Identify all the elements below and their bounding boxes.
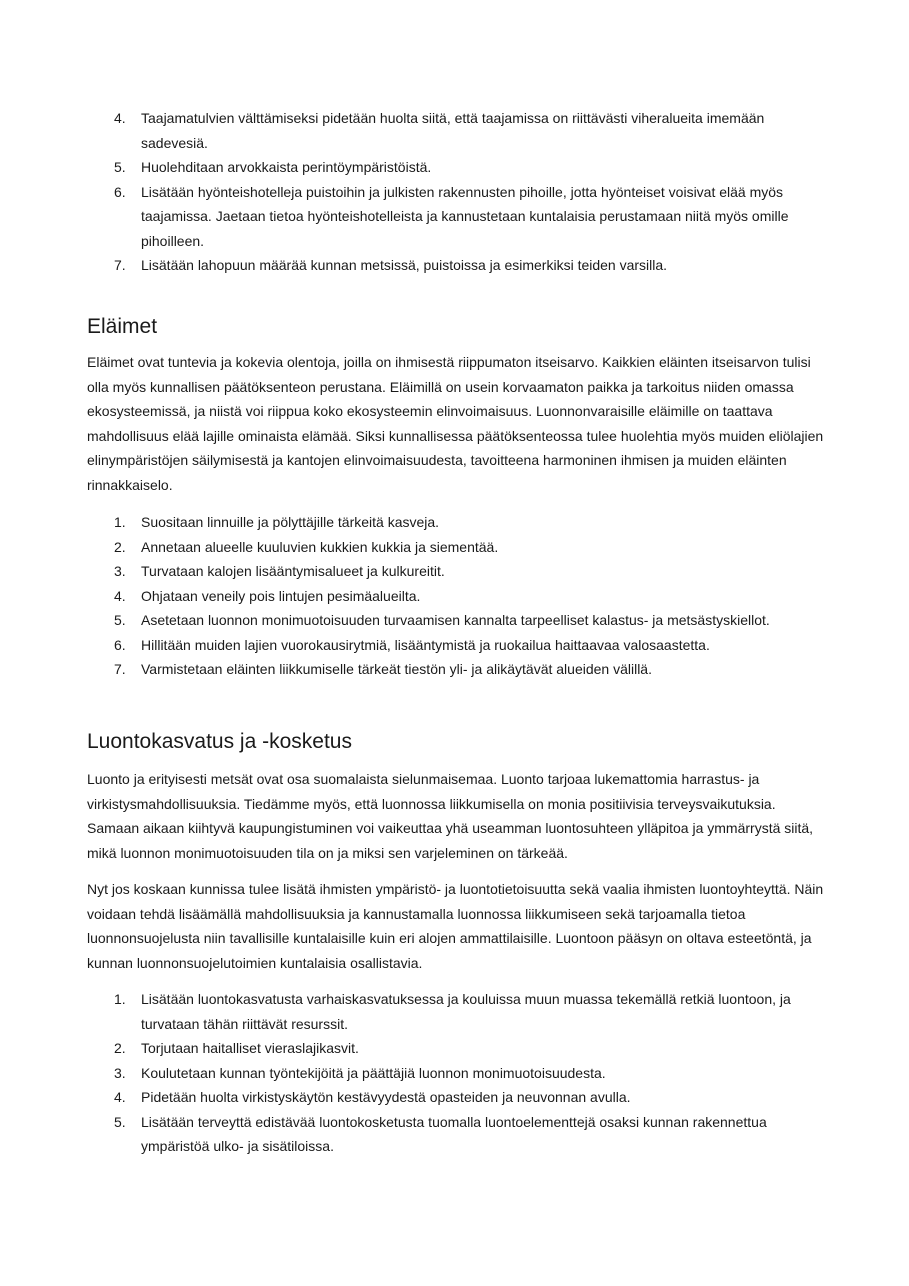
list-text: Lisätään lahopuun määrää kunnan metsissä, puistoissa ja esimerkiksi teiden varsilla.: [141, 257, 668, 273]
paragraph-elaimet: Eläimet ovat tuntevia ja kokevia olentoja, joilla on ihmisestä riippumaton itseisarvo. Kaikkien eläinten itseisarvon tulisi olla myös kunnallisen päätöksenteon perustana. Eläimillä on usein korvaamaton paikka ja tarkoitus niiden omassa ekosysteemissä, ja niistä voi riippua koko ekosysteemin elinvoimaisuus. Luonnonvaraisille eläimille on taattava mahdollisuus elää lajille ominaista elämää. Siksi kunnallisessa päätöksenteossa tulee huolehtia myös muiden eliölajien elinympäristöjen säilymisestä ja kantojen elinvoimaisuudesta, tavoitteena harmoninen ihmisen ja muiden eläinten rinnakkaiselo.: [87, 354, 824, 493]
list-number: 6.: [114, 636, 126, 653]
list-item: [114, 1085, 814, 1110]
list-item: [114, 535, 814, 560]
list-item: [114, 559, 814, 584]
list-number: 4.: [114, 587, 126, 604]
list-text: Asetetaan luonnon monimuotoisuuden turvaamisen kannalta tarpeelliset kalastus- ja metsästyskiellot.: [141, 612, 770, 628]
list-item: [114, 657, 814, 682]
luonto-list: [114, 987, 814, 1159]
section-heading-luonto: Luontokasvatus ja -kosketus: [87, 730, 352, 753]
list-text: Lisätään luontokasvatusta varhaiskasvatuksessa ja kouluissa muun muassa tekemällä retkiä luontoon, ja turvataan tähän riittävät resurssit.: [141, 991, 791, 1032]
list-text: Koulutetaan kunnan työntekijöitä ja päättäjiä luonnon monimuotoisuudesta.: [141, 1064, 606, 1081]
list-item: [114, 180, 814, 254]
list-text: Annetaan alueelle kuuluvien kukkien kukkia ja siementää.: [141, 538, 499, 555]
list-number: 3.: [114, 563, 126, 579]
list-item: [114, 510, 814, 535]
paragraph-luonto-2: Nyt jos koskaan kunnissa tulee lisätä ihmisten ympäristö- ja luontotietoisuutta sekä vaalia ihmisten luontoyhteyttä. Näin voidaan tehdä lisäämällä mahdollisuuksia ja kannustamalla luonnossa liikkumiseen sekä tarjoamalla tietoa luonnonsuojelusta niin tavallisille kuntalaisille kuin eri alojen ammattilaisille. Luontoon pääsyn on oltava esteetöntä, ja kunnan luonnonsuojelutoimien kuntalaisia osallistavia.: [87, 881, 824, 971]
list-item: [114, 633, 814, 658]
list-item: [114, 1110, 814, 1159]
list-text: Torjutaan haitalliset vieraslajikasvit.: [141, 1040, 359, 1056]
list-text: Huolehditaan arvokkaista perintöympäristöistä.: [141, 159, 432, 175]
list-number: 5.: [114, 612, 126, 628]
section-heading-elaimet: Eläimet: [87, 315, 158, 338]
list-item: [114, 253, 814, 278]
list-number: 5.: [114, 159, 126, 175]
list-text: Taajamatulvien välttämiseksi pidetään huolta siitä, että taajamissa on riittävästi viheralueita imemään sadevesiä.: [141, 110, 765, 151]
list-text: Turvataan kalojen lisääntymisalueet ja kulkureitit.: [141, 563, 445, 579]
list-text: Lisätään terveyttä edistävää luontokosketusta tuomalla luontoelementtejä osaksi kunnan rakennettua ympäristöä ulko- ja sisätiloissa.: [141, 1113, 767, 1154]
paragraph-luonto-1: Luonto ja erityisesti metsät ovat osa suomalaista sielunmaisemaa. Luonto tarjoaa lukemattomia harrastus- ja virkistysmahdollisuuksia. Tiedämme myös, että luonnossa liikkumisella on monia positiivisia terveysvaikutuksia. Samaan aikaan kiihtyvä kaupungistuminen voi vaikeuttaa yhä useamman luontosuhteen ylläpitoa ja ymmärrystä siitä, mikä luonnon monimuotoisuuden tila on ja miksi sen varjeleminen on tärkeää.: [87, 771, 814, 861]
list-text: Suositaan linnuille ja pölyttäjille tärkeitä kasveja.: [141, 514, 440, 530]
list-text: Pidetään huolta virkistyskäytön kestävyydestä opasteiden ja neuvonnan avulla.: [141, 1089, 631, 1105]
list-number: 5.: [114, 1113, 126, 1130]
list-text: Ohjataan veneily pois lintujen pesimäalueilta.: [141, 587, 421, 604]
list-text: Lisätään hyönteishotelleja puistoihin ja julkisten rakennusten pihoille, jotta hyönteiset voisivat elää myös taajamissa. Jaetaan tietoa hyönteishotelleista ja kannustetaan kuntalaisia perustamaan niitä myös omille pihoilleen.: [141, 183, 789, 249]
list-number: 1.: [114, 514, 126, 530]
list-item: [114, 106, 814, 155]
list-number: 4.: [114, 110, 126, 126]
top-list: [114, 106, 814, 278]
list-item: [114, 155, 814, 180]
list-number: 7.: [114, 257, 126, 273]
list-number: 3.: [114, 1064, 126, 1081]
list-item: [114, 1061, 814, 1086]
list-number: 2.: [114, 538, 126, 555]
list-text: Varmistetaan eläinten liikkumiselle tärkeät tiestön yli- ja alikäytävät alueiden välillä.: [141, 661, 652, 677]
list-item: [114, 608, 814, 633]
list-text: Hillitään muiden lajien vuorokausirytmiä, lisääntymistä ja ruokailua haittaavaa valosaastetta.: [141, 636, 710, 653]
list-number: 2.: [114, 1040, 126, 1056]
list-number: 7.: [114, 661, 126, 677]
list-number: 6.: [114, 183, 126, 200]
list-number: 1.: [114, 991, 126, 1007]
list-item: [114, 584, 814, 609]
list-item: [114, 987, 814, 1036]
list-item: [114, 1036, 814, 1061]
elaimet-list: [114, 510, 814, 682]
list-number: 4.: [114, 1089, 126, 1105]
